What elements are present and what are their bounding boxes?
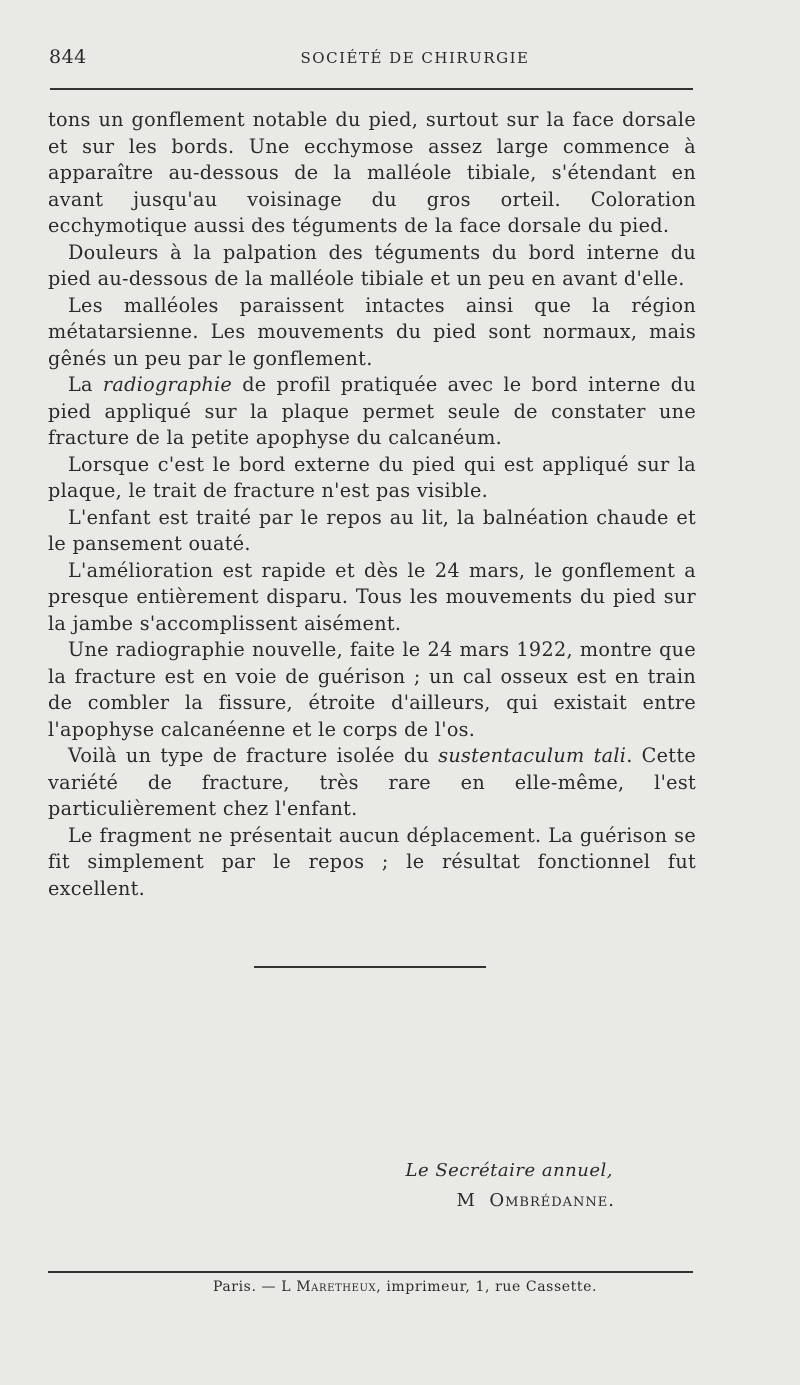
body-text bbox=[48, 107, 696, 902]
signature-title: Le Secrétaire annuel, bbox=[405, 1160, 613, 1181]
paragraph: Lorsque c'est le bord externe du pied qui est appliqué sur la plaque, le trait de fracture n'est pas visible. bbox=[48, 452, 696, 502]
paragraph: Douleurs à la palpation des téguments du bord interne du pied au-dessous de la malléole tibiale et un peu en avant d'elle. bbox=[48, 240, 696, 290]
imprint-initial: L bbox=[281, 1279, 292, 1295]
paragraph-radiographie bbox=[48, 372, 696, 452]
paragraph-suffix: . Cette variété de fracture, très rare en elle-même, l'est particulièrement chez l'enfant. bbox=[48, 744, 696, 820]
paragraph-sustentaculum bbox=[48, 743, 696, 823]
imprint-details: imprimeur, 1, rue Cassette. bbox=[386, 1279, 598, 1295]
paragraph: Une radiographie nouvelle, faite le 24 mars 1922, montre que la fracture est en voie de guérison ; un cal osseux est en train de combler la fissure, étroite d'ailleurs, qui existait entre l'apophyse calcanéenne et le corps de l'os. bbox=[48, 638, 696, 741]
imprint-printer: Maretheux, bbox=[296, 1279, 382, 1295]
paragraph: tons un gonflement notable du pied, surtout sur la face dorsale et sur les bords. Une ecchymose assez large commence à apparaître au-dessous de la malléole tibiale, s'étendant en avant jusqu'au voisinage du gros orteil. Coloration ecchymotique aussi des téguments de la face dorsale du pied. bbox=[48, 108, 696, 237]
signature-name bbox=[406, 1190, 616, 1211]
page-number: 844 bbox=[49, 46, 87, 68]
running-head: SOCIÉTÉ DE CHIRURGIE bbox=[300, 49, 530, 67]
paragraph: L'enfant est traité par le repos au lit, la balnéation chaude et le pansement ouaté. bbox=[48, 505, 696, 555]
imprint-place: Paris. — bbox=[212, 1279, 277, 1295]
header-rule bbox=[50, 88, 693, 90]
footer-rule bbox=[48, 1271, 693, 1273]
signature-surname: Ombrédanne. bbox=[489, 1190, 615, 1211]
paragraph: Le fragment ne présentait aucun déplacement. La guérison se fit simplement par le repos ; le résultat fonctionnel fut excellent. bbox=[48, 823, 696, 900]
printer-imprint bbox=[0, 1279, 800, 1295]
paragraph-prefix: Voilà un type de fracture isolée du bbox=[68, 744, 430, 767]
paragraph: Les malléoles paraissent intactes ainsi que la région métatarsienne. Les mouvements du pied sont normaux, mais gênés un peu par le gonflement. bbox=[48, 293, 696, 370]
paragraph: L'amélioration est rapide et dès le 24 mars, le gonflement a presque entièrement disparu. Tous les mouvements du pied sur la jambe s'accomplissent aisément. bbox=[48, 558, 696, 635]
signature-block bbox=[406, 1160, 614, 1211]
italic-term: sustentaculum tali bbox=[438, 744, 627, 767]
paragraph-prefix: La bbox=[68, 373, 93, 396]
italic-term: radiographie bbox=[102, 373, 233, 396]
signature-initial: M bbox=[456, 1190, 476, 1211]
paragraph-suffix: de profil pratiquée avec le bord interne du pied appliqué sur la plaque permet seule de constater une fracture de la petite apophyse du calcanéum. bbox=[48, 373, 696, 449]
end-rule bbox=[254, 966, 486, 968]
